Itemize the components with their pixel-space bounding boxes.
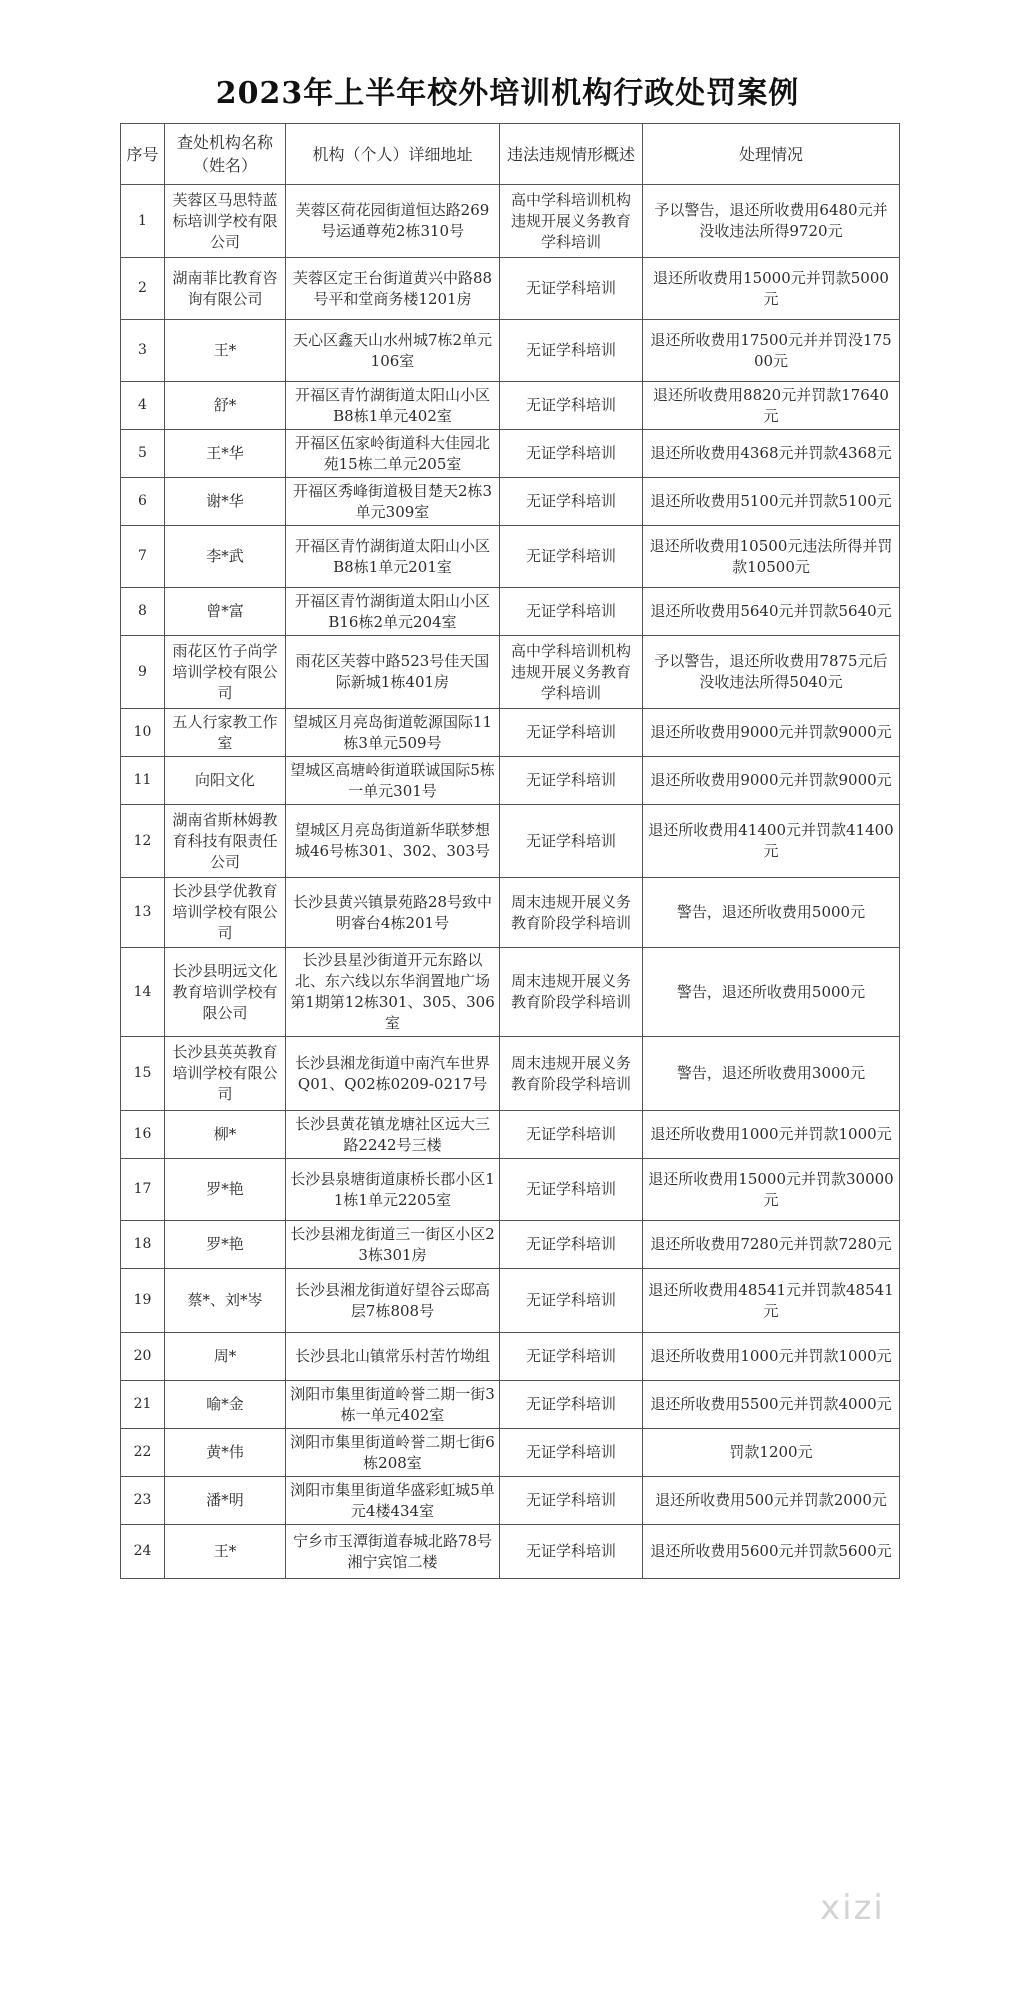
watermark: xizi [820,1888,885,1928]
table-row [121,1525,900,1579]
cell-handling: 警告，退还所收费用3000元 [643,1037,900,1111]
cell-address: 望城区月亮岛街道乾源国际11栋3单元509号 [286,709,500,757]
cell-violation: 无证学科培训 [500,1381,643,1429]
cell-address: 长沙县湘龙街道好望谷云邸高层7栋808号 [286,1269,500,1333]
cell-index: 15 [121,1037,165,1111]
cell-violation: 无证学科培训 [500,709,643,757]
cell-handling: 退还所收费用15000元并罚款30000元 [643,1159,900,1221]
cell-violation: 无证学科培训 [500,1269,643,1333]
header-address: 机构（个人）详细地址 [286,124,500,185]
cell-index: 11 [121,757,165,805]
table-row [121,878,900,948]
cell-violation: 无证学科培训 [500,1525,643,1579]
table-row [121,1111,900,1159]
cell-org-name: 舒* [165,382,286,430]
cell-org-name: 柳* [165,1111,286,1159]
document-title: 2023年上半年校外培训机构行政处罚案例 [215,76,800,111]
cell-violation: 无证学科培训 [500,1333,643,1381]
cell-handling: 警告，退还所收费用5000元 [643,878,900,948]
cell-index: 3 [121,320,165,382]
cell-index: 1 [121,185,165,258]
cell-handling: 退还所收费用41400元并罚款41400元 [643,805,900,878]
cell-violation: 周末违规开展义务教育阶段学科培训 [500,1037,643,1111]
cell-handling: 退还所收费用4368元并罚款4368元 [643,430,900,478]
table-row [121,1477,900,1525]
cell-index: 10 [121,709,165,757]
cell-index: 21 [121,1381,165,1429]
cell-index: 7 [121,526,165,588]
table-row [121,185,900,258]
cell-violation: 无证学科培训 [500,805,643,878]
cell-index: 4 [121,382,165,430]
cell-address: 长沙县泉塘街道康桥长郡小区11栋1单元2205室 [286,1159,500,1221]
cell-index: 14 [121,948,165,1037]
table-row [121,1381,900,1429]
header-violation: 违法违规情形概述 [500,124,643,185]
cell-address: 望城区月亮岛街道新华联梦想城46号栋301、302、303号 [286,805,500,878]
cell-index: 24 [121,1525,165,1579]
cell-handling: 退还所收费用15000元并罚款5000元 [643,258,900,320]
cell-org-name: 谢*华 [165,478,286,526]
cell-handling: 退还所收费用7280元并罚款7280元 [643,1221,900,1269]
cell-org-name: 曾*富 [165,588,286,636]
cell-index: 17 [121,1159,165,1221]
table-row [121,805,900,878]
cell-index: 20 [121,1333,165,1381]
cell-address: 长沙县北山镇常乐村苦竹坳组 [286,1333,500,1381]
cell-org-name: 李*武 [165,526,286,588]
cell-address: 开福区青竹湖街道太阳山小区B16栋2单元204室 [286,588,500,636]
table-row [121,1269,900,1333]
penalty-table [120,123,900,1579]
table-row [121,1429,900,1477]
cell-index: 16 [121,1111,165,1159]
header-org-name: 查处机构名称（姓名） [165,124,286,185]
cell-address: 天心区鑫天山水州城7栋2单元106室 [286,320,500,382]
cell-handling: 予以警告，退还所收费用7875元后没收违法所得5040元 [643,636,900,709]
cell-org-name: 王* [165,320,286,382]
cell-address: 宁乡市玉潭街道春城北路78号湘宁宾馆二楼 [286,1525,500,1579]
cell-handling: 退还所收费用500元并罚款2000元 [643,1477,900,1525]
cell-violation: 周末违规开展义务教育阶段学科培训 [500,878,643,948]
cell-index: 19 [121,1269,165,1333]
cell-org-name: 湖南菲比教育咨询有限公司 [165,258,286,320]
cell-handling: 退还所收费用8820元并罚款17640元 [643,382,900,430]
cell-address: 长沙县黄兴镇景苑路28号致中明睿台4栋201号 [286,878,500,948]
cell-violation: 高中学科培训机构违规开展义务教育学科培训 [500,185,643,258]
cell-address: 望城区高塘岭街道联诚国际5栋一单元301号 [286,757,500,805]
cell-handling: 罚款1200元 [643,1429,900,1477]
cell-index: 23 [121,1477,165,1525]
cell-handling: 退还所收费用9000元并罚款9000元 [643,709,900,757]
cell-violation: 无证学科培训 [500,478,643,526]
cell-handling: 退还所收费用1000元并罚款1000元 [643,1111,900,1159]
table-row [121,1221,900,1269]
table-row [121,526,900,588]
cell-address: 长沙县湘龙街道三一街区小区23栋301房 [286,1221,500,1269]
cell-org-name: 周* [165,1333,286,1381]
cell-violation: 无证学科培训 [500,1111,643,1159]
table-row [121,478,900,526]
cell-index: 13 [121,878,165,948]
cell-handling: 退还所收费用10500元违法所得并罚款10500元 [643,526,900,588]
cell-org-name: 罗*艳 [165,1159,286,1221]
table-row [121,757,900,805]
cell-org-name: 喻*金 [165,1381,286,1429]
table-row [121,588,900,636]
cell-violation: 高中学科培训机构违规开展义务教育学科培训 [500,636,643,709]
cell-org-name: 长沙县英英教育培训学校有限公司 [165,1037,286,1111]
table-row [121,1159,900,1221]
cell-address: 长沙县黄花镇龙塘社区远大三路2242号三楼 [286,1111,500,1159]
table-header-row [121,124,900,185]
cell-index: 12 [121,805,165,878]
cell-index: 2 [121,258,165,320]
cell-org-name: 向阳文化 [165,757,286,805]
table-row [121,320,900,382]
cell-violation: 周末违规开展义务教育阶段学科培训 [500,948,643,1037]
cell-org-name: 蔡*、刘*岑 [165,1269,286,1333]
cell-address: 长沙县星沙街道开元东路以北、东六线以东华润置地广场第1期第12栋301、305、306室 [286,948,500,1037]
cell-index: 9 [121,636,165,709]
cell-violation: 无证学科培训 [500,1429,643,1477]
cell-violation: 无证学科培训 [500,757,643,805]
table-row [121,948,900,1037]
table-row [121,636,900,709]
cell-violation: 无证学科培训 [500,1159,643,1221]
cell-index: 5 [121,430,165,478]
cell-handling: 退还所收费用5640元并罚款5640元 [643,588,900,636]
cell-address: 开福区秀峰街道极目楚天2栋3单元309室 [286,478,500,526]
cell-address: 浏阳市集里街道华盛彩虹城5单元4楼434室 [286,1477,500,1525]
cell-org-name: 芙蓉区马思特蓝标培训学校有限公司 [165,185,286,258]
cell-org-name: 黄*伟 [165,1429,286,1477]
table-row [121,1037,900,1111]
cell-address: 芙蓉区定王台街道黄兴中路88号平和堂商务楼1201房 [286,258,500,320]
table-row [121,382,900,430]
cell-index: 18 [121,1221,165,1269]
cell-address: 开福区青竹湖街道太阳山小区B8栋1单元201室 [286,526,500,588]
cell-org-name: 长沙县明远文化教育培训学校有限公司 [165,948,286,1037]
table-row [121,1333,900,1381]
cell-address: 浏阳市集里街道岭誉二期七街6栋208室 [286,1429,500,1477]
cell-org-name: 湖南省斯林姆教育科技有限责任公司 [165,805,286,878]
cell-address: 开福区青竹湖街道太阳山小区B8栋1单元402室 [286,382,500,430]
cell-org-name: 王* [165,1525,286,1579]
table-row [121,709,900,757]
cell-violation: 无证学科培训 [500,430,643,478]
cell-violation: 无证学科培训 [500,526,643,588]
cell-violation: 无证学科培训 [500,588,643,636]
cell-handling: 退还所收费用9000元并罚款9000元 [643,757,900,805]
cell-org-name: 潘*明 [165,1477,286,1525]
cell-handling: 退还所收费用5500元并罚款4000元 [643,1381,900,1429]
header-index: 序号 [121,124,165,185]
cell-handling: 退还所收费用5100元并罚款5100元 [643,478,900,526]
cell-org-name: 雨花区竹子尚学培训学校有限公司 [165,636,286,709]
cell-address: 雨花区芙蓉中路523号佳天国际新城1栋401房 [286,636,500,709]
cell-violation: 无证学科培训 [500,1221,643,1269]
cell-index: 8 [121,588,165,636]
cell-org-name: 罗*艳 [165,1221,286,1269]
cell-org-name: 王*华 [165,430,286,478]
cell-violation: 无证学科培训 [500,258,643,320]
cell-handling: 退还所收费用48541元并罚款48541元 [643,1269,900,1333]
cell-violation: 无证学科培训 [500,1477,643,1525]
cell-address: 芙蓉区荷花园街道恒达路269号运通尊苑2栋310号 [286,185,500,258]
cell-violation: 无证学科培训 [500,382,643,430]
cell-handling: 警告，退还所收费用5000元 [643,948,900,1037]
cell-violation: 无证学科培训 [500,320,643,382]
cell-index: 6 [121,478,165,526]
cell-handling: 退还所收费用5600元并罚款5600元 [643,1525,900,1579]
header-handling: 处理情况 [643,124,900,185]
cell-index: 22 [121,1429,165,1477]
cell-address: 浏阳市集里街道岭誉二期一街3栋一单元402室 [286,1381,500,1429]
cell-handling: 予以警告，退还所收费用6480元并没收违法所得9720元 [643,185,900,258]
cell-org-name: 长沙县学优教育培训学校有限公司 [165,878,286,948]
cell-address: 长沙县湘龙街道中南汽车世界Q01、Q02栋0209-0217号 [286,1037,500,1111]
cell-address: 开福区伍家岭街道科大佳园北苑15栋二单元205室 [286,430,500,478]
cell-handling: 退还所收费用1000元并罚款1000元 [643,1333,900,1381]
table-row [121,258,900,320]
cell-org-name: 五人行家教工作室 [165,709,286,757]
table-row [121,430,900,478]
cell-handling: 退还所收费用17500元并并罚没17500元 [643,320,900,382]
